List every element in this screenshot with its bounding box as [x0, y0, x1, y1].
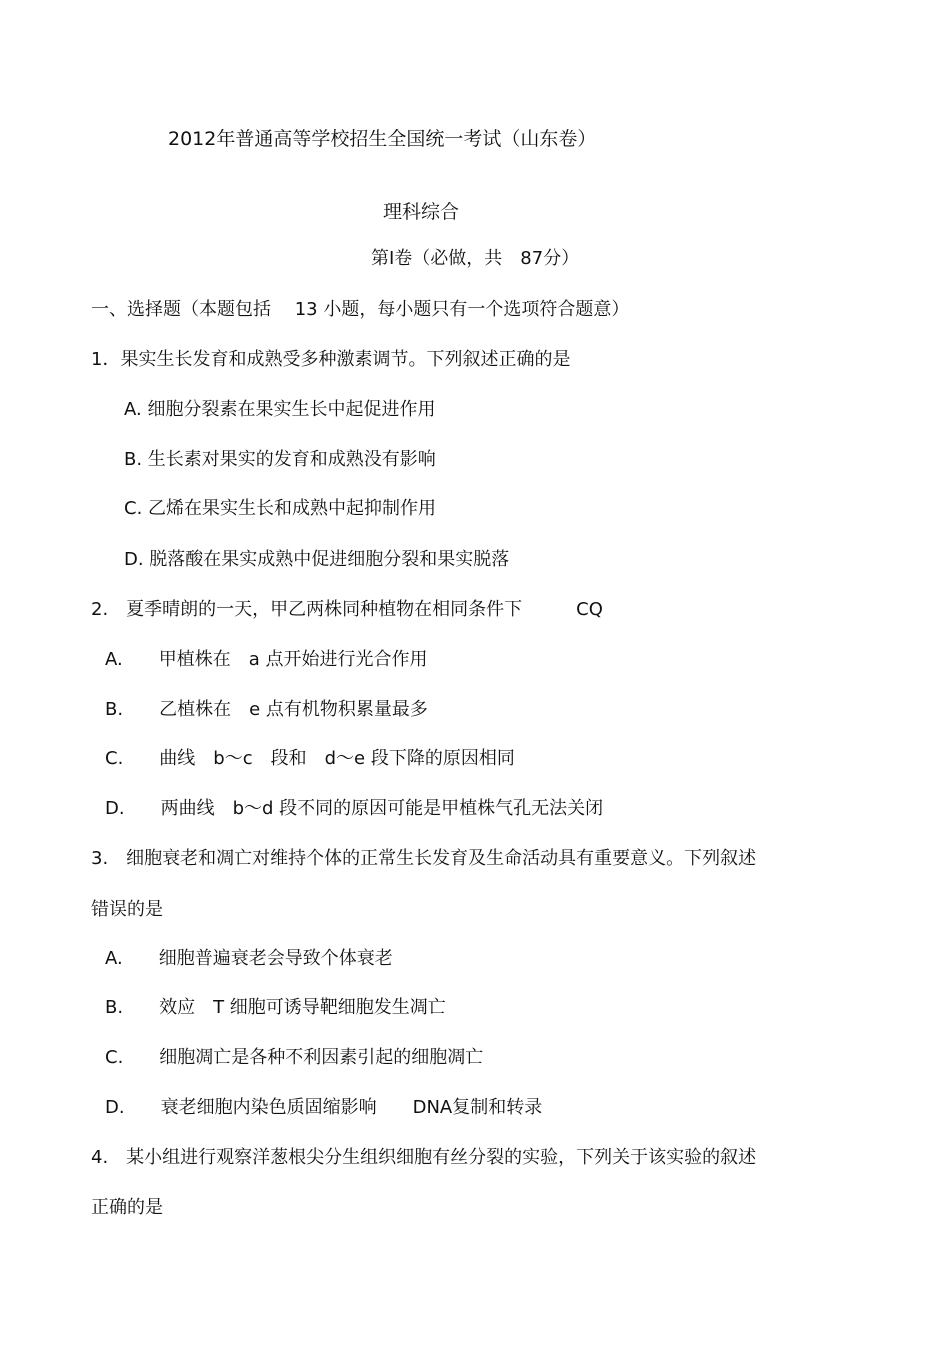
question-2-stem: 2. 夏季晴朗的一天，甲乙两株同种植物在相同条件下 CQ	[91, 599, 603, 620]
exam-subject: 理科综合	[383, 201, 460, 223]
question-1-option-d: D. 脱落酸在果实成熟中促进细胞分裂和果实脱落	[124, 549, 510, 570]
question-3-option-b: B. 效应 T 细胞可诱导靶细胞发生凋亡	[105, 997, 446, 1018]
question-4-stem: 4. 某小组进行观察洋葱根尖分生组织细胞有丝分裂的实验，下列关于该实验的叙述	[91, 1147, 757, 1168]
question-2-option-a: A. 甲植株在 a 点开始进行光合作用	[105, 649, 428, 670]
question-3-option-c: C. 细胞凋亡是各种不利因素引起的细胞凋亡	[105, 1047, 484, 1068]
question-3-option-a: A. 细胞普遍衰老会导致个体衰老	[105, 948, 393, 969]
exam-volume: 第Ⅰ卷（必做，共 87分）	[371, 248, 580, 269]
question-1-option-b: B. 生长素对果实的发育和成熟没有影响	[124, 449, 436, 470]
exam-title: 2012年普通高等学校招生全国统一考试（山东卷）	[168, 128, 597, 150]
question-3-stem-continued: 错误的是	[91, 899, 163, 920]
question-1-option-a: A. 细胞分裂素在果实生长中起促进作用	[124, 399, 436, 420]
question-4-stem-continued: 正确的是	[91, 1197, 163, 1218]
question-1-stem: 1．果实生长发育和成熟受多种激素调节。下列叙述正确的是	[91, 349, 571, 370]
question-2-option-d: D. 两曲线 b～d 段不同的原因可能是甲植株气孔无法关闭	[105, 798, 604, 819]
question-3-stem: 3. 细胞衰老和凋亡对维持个体的正常生长发育及生命活动具有重要意义。下列叙述	[91, 848, 757, 869]
question-2-option-b: B. 乙植株在 e 点有机物积累量最多	[105, 699, 428, 720]
question-2-option-c: C. 曲线 b～c 段和 d～e 段下降的原因相同	[105, 748, 515, 769]
question-3-option-d: D. 衰老细胞内染色质固缩影响 DNA复制和转录	[105, 1097, 543, 1118]
section-heading: 一、选择题（本题包括 13 小题，每小题只有一个选项符合题意）	[91, 299, 630, 320]
question-1-option-c: C. 乙烯在果实生长和成熟中起抑制作用	[124, 498, 437, 519]
